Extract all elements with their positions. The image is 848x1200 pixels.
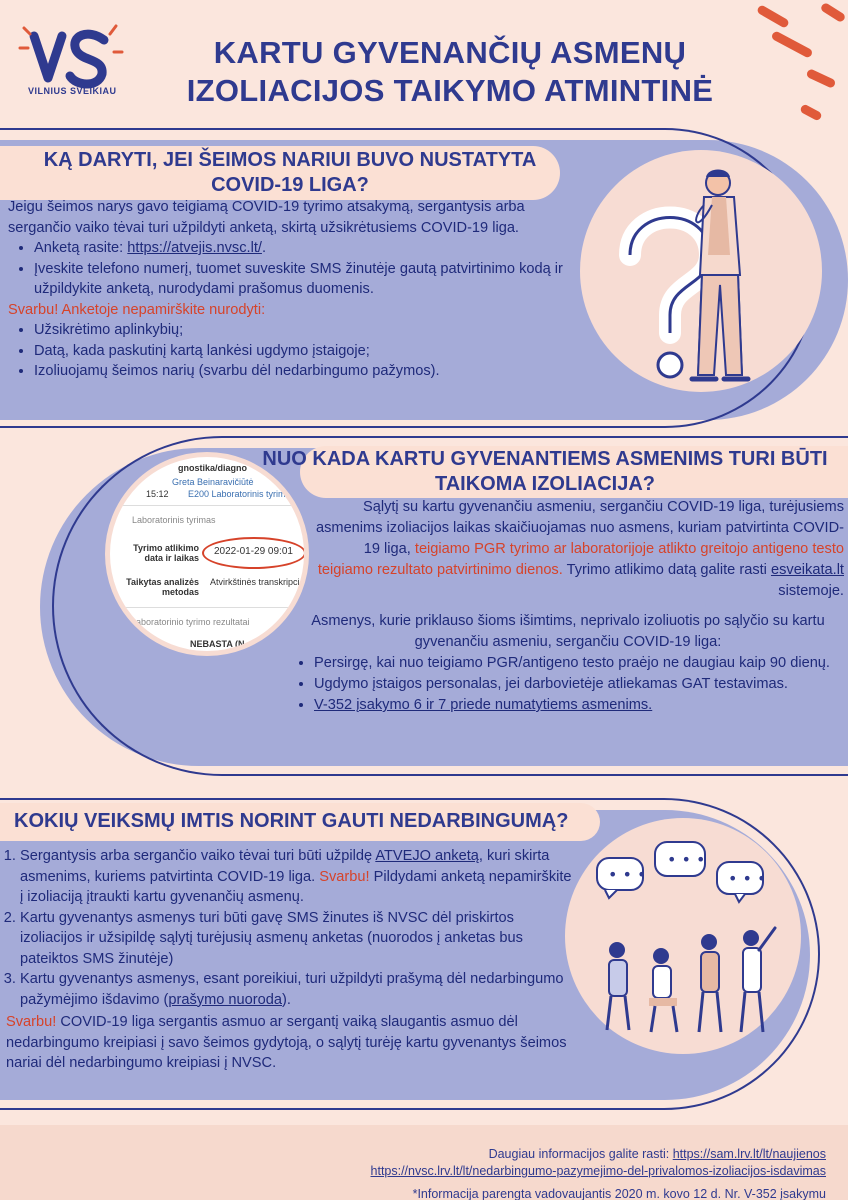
page-title-line1: KARTU GYVENANČIŲ ASMENŲ (213, 35, 687, 70)
atvejis-link[interactable]: https://atvejis.nvsc.lt/ (127, 240, 262, 256)
section2-title-line1: NUO KADA KARTU GYVENANTIEMS ASMENIMS TURI BŪTI (262, 448, 828, 470)
screenshot-code: E200 Laboratorinis tyrim (188, 489, 286, 499)
decor-dash (770, 30, 813, 59)
step-text: , kuri skirta asmenims, kuriems patvirtinta COVID-19 liga. (20, 848, 550, 885)
list-item: • Ugdymo įstaigos personalas, jei darbovietėje atliekamas GAT testavimas. (314, 674, 846, 695)
section2-paragraph1 (312, 497, 844, 602)
section1-steps (8, 238, 580, 300)
screenshot-method-label: Taikytas analizės metodas (126, 577, 199, 597)
screenshot-result: aboratorinio tyrimo rezultatai (136, 617, 250, 627)
list-item: • Datą, kada paskutinį kartą lankėsi ugdymo įstaigoje; (34, 341, 580, 362)
list-item (34, 238, 580, 259)
svg-text:• • •: • • • (667, 850, 706, 869)
section1-title-line1: KĄ DARYTI, JEI ŠEIMOS NARIUI BUVO NUSTATYTA (43, 149, 537, 171)
step-important: Svarbu! (319, 868, 370, 885)
list-item: 2. Kartu gyvenantys asmenys turi būti gavę SMS žinutes iš NVSC dėl priskirtos izoliacijos ir užsipildę sąlytį turėjusių asmenų anketas (nuorodos į anketas bus pateiktos SMS žinutėje) (20, 908, 572, 970)
footer-line1 (371, 1146, 826, 1163)
list-item (314, 695, 846, 716)
section2-title-line2: TAIKOMA IZOLIACIJA? (435, 473, 655, 495)
esveikata-link[interactable]: esveikata.lt (770, 562, 844, 578)
list-item: • Izoliuojamų šeimos narių (svarbu dėl nedarbingumo pažymos). (34, 361, 580, 382)
decor-dash (806, 68, 837, 89)
logo-subtitle: VILNIUS SVEIKIAU (28, 86, 117, 96)
step-text: Sergantysis arba sergančio vaiko tėvai turi būti užpildę (20, 848, 376, 864)
footer (371, 1146, 826, 1200)
atvejo-anketa-link[interactable]: ATVEJO anketą (375, 848, 479, 864)
section3-body (6, 846, 572, 1074)
section1-title (10, 148, 570, 198)
prasymo-nuoroda-link[interactable]: prašymo nuoroda (168, 991, 282, 1008)
screenshot-time: 15:12 (146, 489, 169, 499)
section1-body (8, 197, 580, 382)
section3-steps (6, 846, 572, 1010)
section3-title: KOKIŲ VEIKSMŲ IMTIS NORINT GAUTI NEDARBINGUMĄ? (14, 810, 569, 832)
bullet-text: . (261, 240, 266, 256)
note-important: Svarbu! (6, 1014, 57, 1030)
screenshot-method: Atvirkštinės transkripci (210, 577, 300, 587)
decor-dash (799, 103, 823, 121)
section2-exceptions-list (290, 653, 846, 716)
screenshot-date-label: Tyrimo atlikimo data ir laikas (133, 543, 199, 563)
section1-title-line2: COVID-19 LIGA? (211, 174, 369, 196)
v352-order-link[interactable]: V-352 įsakymo 6 ir 7 priede numatytiems asmenims. (314, 697, 653, 713)
list-item: • Persirgę, kai nuo teigiamo PGR/antigeno testo praėjo ne daugiau kaip 90 dienų. (314, 653, 846, 674)
section3-note (6, 1012, 572, 1074)
paragraph-highlight: teigiamo PGR tyrimo ar laboratorijoje atlikto greitojo antigeno testo teigiamo rezultato patvirtinimo dienos. (317, 541, 844, 578)
section1-important: Svarbu! Anketoje nepamirškite nurodyti: (8, 301, 266, 318)
svg-text:• • •: • • • (728, 869, 767, 888)
screenshot-date: 2022-01-29 09:01 (214, 546, 293, 557)
page-title-line2: IZOLIACIJOS TAIKYMO ATMINTINĖ (186, 73, 714, 108)
section1-important-list (8, 320, 580, 382)
list-item: • Įveskite telefono numerį, tuomet suveskite SMS žinutėje gautą patvirtinimo kodą ir užpildykite anketą, nurodydami prašomus duomenis. (34, 259, 580, 300)
list-item: • Užsikrėtimo aplinkybių; (34, 320, 580, 341)
paragraph-text: Sąlytį su kartu gyvenančiu asmeniu, sergančiu COVID-19 liga, turėjusiems asmenims izoliacijos laikas skaičiuojamas nuo asmens, kuriam patvirtinta COVID-19 liga, (316, 499, 844, 557)
decor-dash (756, 4, 790, 29)
footer-line2 (371, 1163, 826, 1180)
screenshot-negative: NEBASTA (N (190, 639, 245, 649)
footer-text: Daugiau informacijos galite rasti: (488, 1147, 673, 1161)
sam-news-link[interactable]: https://sam.lrv.lt/lt/naujienos (672, 1147, 826, 1161)
thinking-person-question-mark-illustration (600, 165, 810, 390)
screenshot-user: Greta Beinaravičiūtė (172, 477, 254, 487)
step-text: ). (282, 991, 291, 1008)
screenshot-breadcrumb: gnostika/diagno (178, 463, 248, 473)
step-text: Kartu gyvenantys asmenys, esant poreikiui, turi užpildyti prašymą dėl nedarbingumo pažymėjimo išdavimo ( (20, 971, 564, 1008)
decor-dash (820, 2, 847, 23)
svg-text:• • •: • • • (608, 865, 647, 884)
section2-paragraph2 (290, 611, 846, 716)
section2-title (255, 447, 835, 497)
paragraph-text: Tyrimo atlikimo datą galite rasti (562, 562, 771, 578)
footer-note: *Informacija parengta vadovaujantis 2020 m. kovo 12 d. Nr. V-352 įsakymu (412, 1187, 826, 1200)
nvsc-certificate-link[interactable]: https://nvsc.lrv.lt/lt/nedarbingumo-pazymejimo-del-privalomos-izoliacijos-isdavimas (370, 1164, 826, 1178)
screenshot-section: Laboratorinis tyrimas (132, 515, 216, 525)
step-text: Pildydami anketą nepamirškite į izoliaciją įtraukti kartu gyvenančių asmenų. (20, 868, 572, 905)
section2-exceptions-intro: Asmenys, kurie priklauso šioms išimtims, neprivalo izoliuotis po sąlyčio su kartu gyvenančiu asmeniu, sergančiu COVID-19 liga: (311, 613, 825, 650)
esveikata-screenshot-circle (105, 452, 309, 656)
list-item (20, 969, 572, 1010)
paragraph-text: sistemoje. (778, 583, 844, 599)
bullet-text: Anketą rasite: (34, 240, 128, 256)
page-title (150, 34, 750, 110)
note-text: COVID-19 liga sergantis asmuo ar sergantį vaiką slaugantis asmuo dėl nedarbingumo kreipiasi į savo šeimos gydytoją, o sąlytį turėję kartu gyvenantys šeimos nariai dėl nedarbingumo kreipiasi į NVSC. (6, 1014, 567, 1071)
section1-intro: Jeigu šeimos narys gavo teigiamą COVID-19 tyrimo atsakymą, sergantysis arba sergančio vaiko tėvai turi užpildyti anketą, skirtą užsikrėtusiems COVID-19 liga. (8, 199, 525, 236)
list-item (20, 846, 572, 908)
people-discussion-illustration (585, 840, 785, 1040)
